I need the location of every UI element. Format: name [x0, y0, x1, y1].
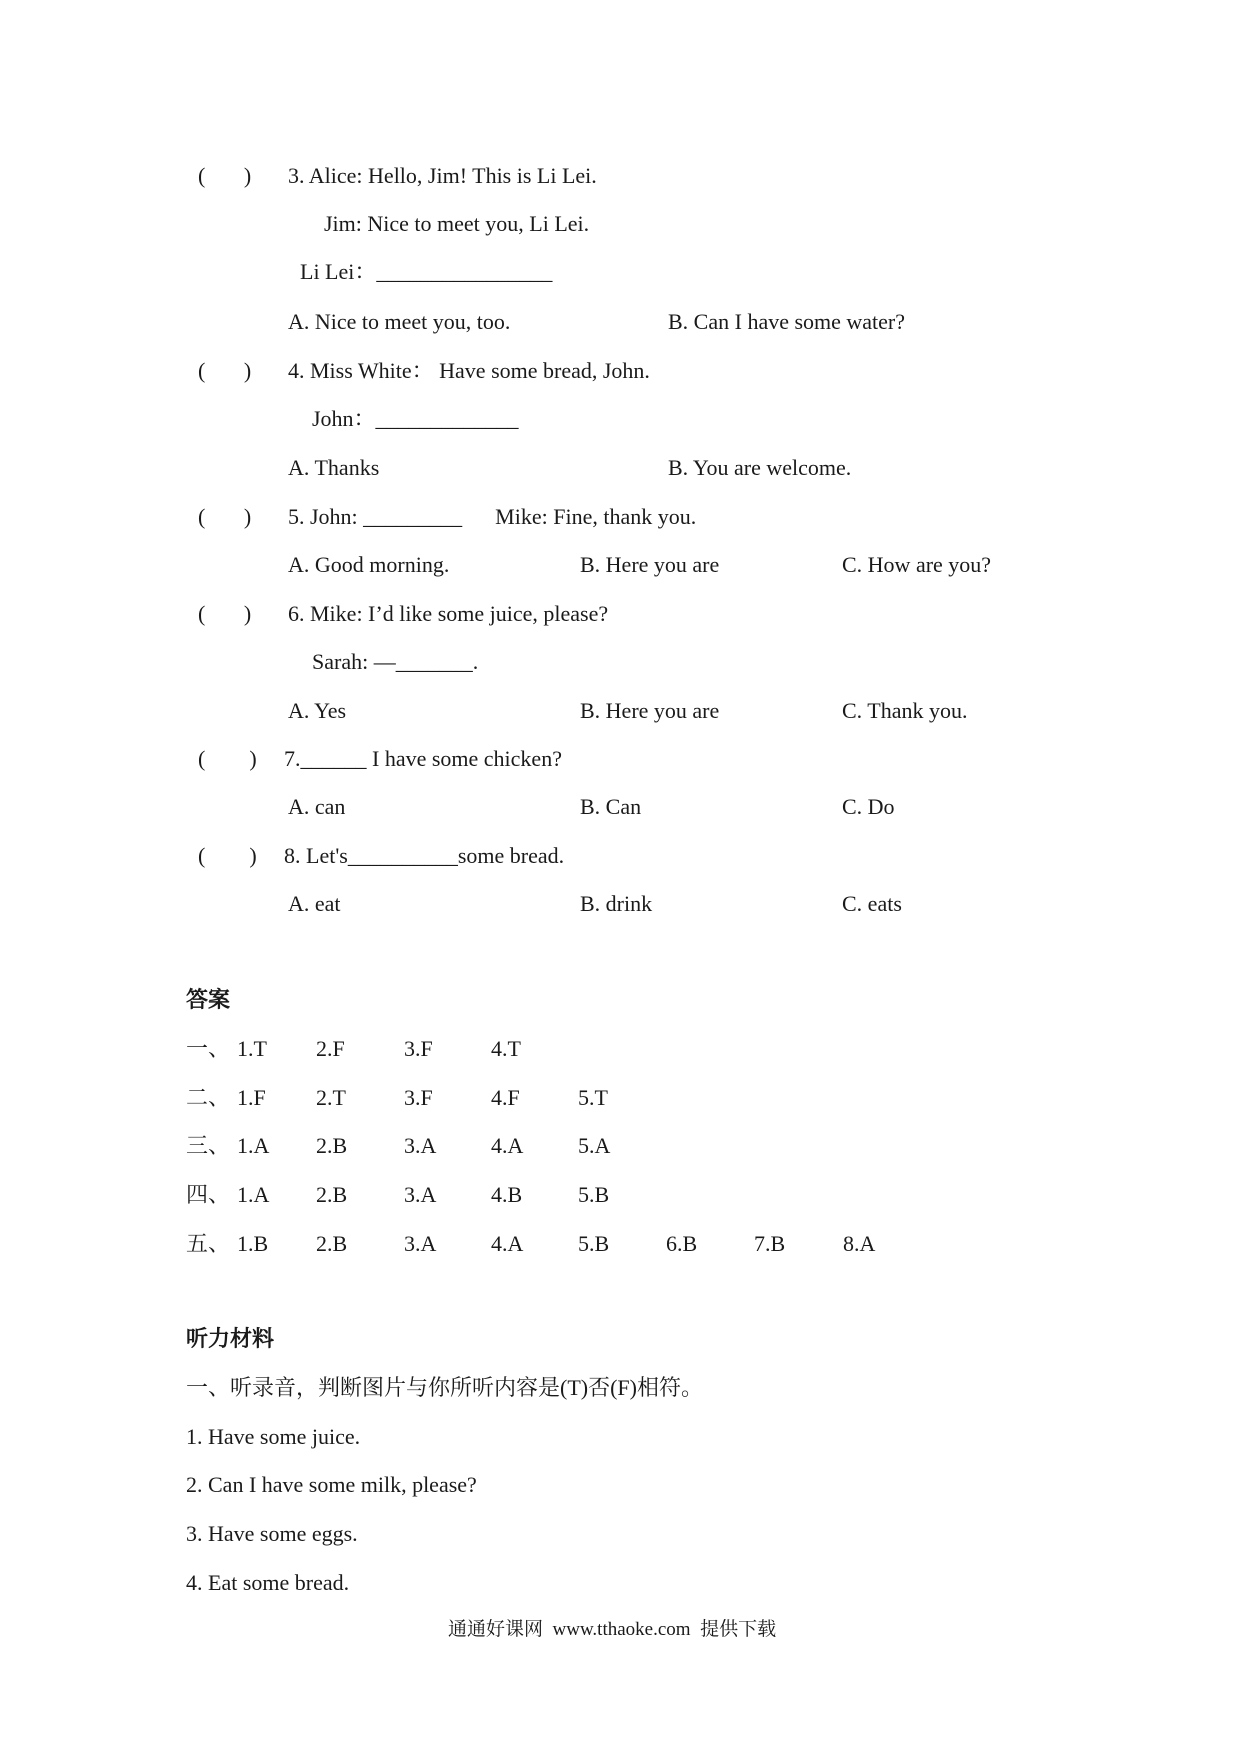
option-c: C. Do — [842, 794, 895, 819]
answer-item: 1.A — [237, 1133, 270, 1158]
answer-item: 6.B — [666, 1231, 698, 1256]
listening-item: 1. Have some juice. — [186, 1424, 361, 1449]
option-c: C. eats — [842, 891, 902, 916]
answer-item: 3.A — [404, 1182, 437, 1207]
option-b: B. Can — [580, 794, 642, 819]
answer-paren: ( ) — [198, 358, 252, 383]
option-c: C. Thank you. — [842, 698, 968, 723]
page-footer: 通通好课网 www.tthaoke.com 提供下载 — [448, 1619, 777, 1640]
answer-item: 4.A — [491, 1133, 524, 1158]
option-b: B. Can I have some water? — [668, 309, 906, 334]
answer-row-label: 四、 — [186, 1182, 231, 1207]
option-a: A. can — [288, 794, 346, 819]
answer-item: 2.B — [316, 1182, 348, 1207]
question-stem: 8. Let's__________some bread. — [284, 843, 565, 868]
answer-paren: ( ) — [198, 163, 252, 188]
answer-item: 5.A — [578, 1133, 611, 1158]
option-a: A. Good morning. — [288, 552, 450, 577]
answer-row-label: 三、 — [186, 1133, 231, 1158]
answer-paren: ( ) — [198, 746, 257, 771]
listening-item: 2. Can I have some milk, please? — [186, 1472, 477, 1497]
option-a: A. Thanks — [288, 455, 380, 480]
option-b: B. Here you are — [580, 698, 720, 723]
answers-heading: 答案 — [186, 987, 231, 1012]
option-b: B. You are welcome. — [668, 455, 852, 480]
question-stem: 6. Mike: I’d like some juice, please? — [288, 601, 609, 626]
answer-item: 4.A — [491, 1231, 524, 1256]
answer-item: 5.B — [578, 1182, 610, 1207]
answer-row-label: 二、 — [186, 1085, 231, 1110]
answer-item: 4.T — [491, 1036, 521, 1061]
answer-item: 4.B — [491, 1182, 523, 1207]
answer-item: 5.T — [578, 1085, 608, 1110]
answer-item: 1.B — [237, 1231, 269, 1256]
answer-paren: ( ) — [198, 843, 257, 868]
question-stem: 5. John: _________ Mike: Fine, thank you. — [288, 504, 697, 529]
answer-item: 1.F — [237, 1085, 266, 1110]
listening-instruction: 一、听录音，判断图片与你所听内容是(T)否(F)相符。 — [186, 1375, 703, 1400]
dialogue-line: John：_____________ — [312, 406, 519, 431]
question-stem: 3. Alice: Hello, Jim! This is Li Lei. — [288, 163, 597, 188]
option-b: B. drink — [580, 891, 653, 916]
option-a: A. Yes — [288, 698, 347, 723]
answer-item: 2.F — [316, 1036, 345, 1061]
answer-row-label: 五、 — [186, 1231, 231, 1256]
question-stem: 7.______ I have some chicken? — [284, 746, 562, 771]
answer-item: 4.F — [491, 1085, 520, 1110]
answer-item: 5.B — [578, 1231, 610, 1256]
dialogue-line: Li Lei：________________ — [300, 259, 553, 284]
listening-item: 3. Have some eggs. — [186, 1521, 358, 1546]
answer-item: 1.A — [237, 1182, 270, 1207]
answer-item: 3.A — [404, 1133, 437, 1158]
answer-row-label: 一、 — [186, 1036, 231, 1061]
option-a: A. eat — [288, 891, 341, 916]
answer-item: 3.F — [404, 1036, 433, 1061]
dialogue-line: Jim: Nice to meet you, Li Lei. — [324, 211, 590, 236]
option-c: C. How are you? — [842, 552, 992, 577]
answer-paren: ( ) — [198, 601, 252, 626]
answer-item: 8.A — [843, 1231, 876, 1256]
answer-item: 2.B — [316, 1231, 348, 1256]
question-stem: 4. Miss White： Have some bread, John. — [288, 358, 650, 383]
option-b: B. Here you are — [580, 552, 720, 577]
answer-item: 3.F — [404, 1085, 433, 1110]
listening-heading: 听力材料 — [186, 1326, 275, 1351]
answer-item: 3.A — [404, 1231, 437, 1256]
answer-paren: ( ) — [198, 504, 252, 529]
listening-item: 4. Eat some bread. — [186, 1570, 350, 1595]
answer-item: 1.T — [237, 1036, 267, 1061]
answer-item: 7.B — [754, 1231, 786, 1256]
answer-item: 2.T — [316, 1085, 346, 1110]
dialogue-line: Sarah: —_______. — [312, 649, 479, 674]
option-a: A. Nice to meet you, too. — [288, 309, 511, 334]
answer-item: 2.B — [316, 1133, 348, 1158]
